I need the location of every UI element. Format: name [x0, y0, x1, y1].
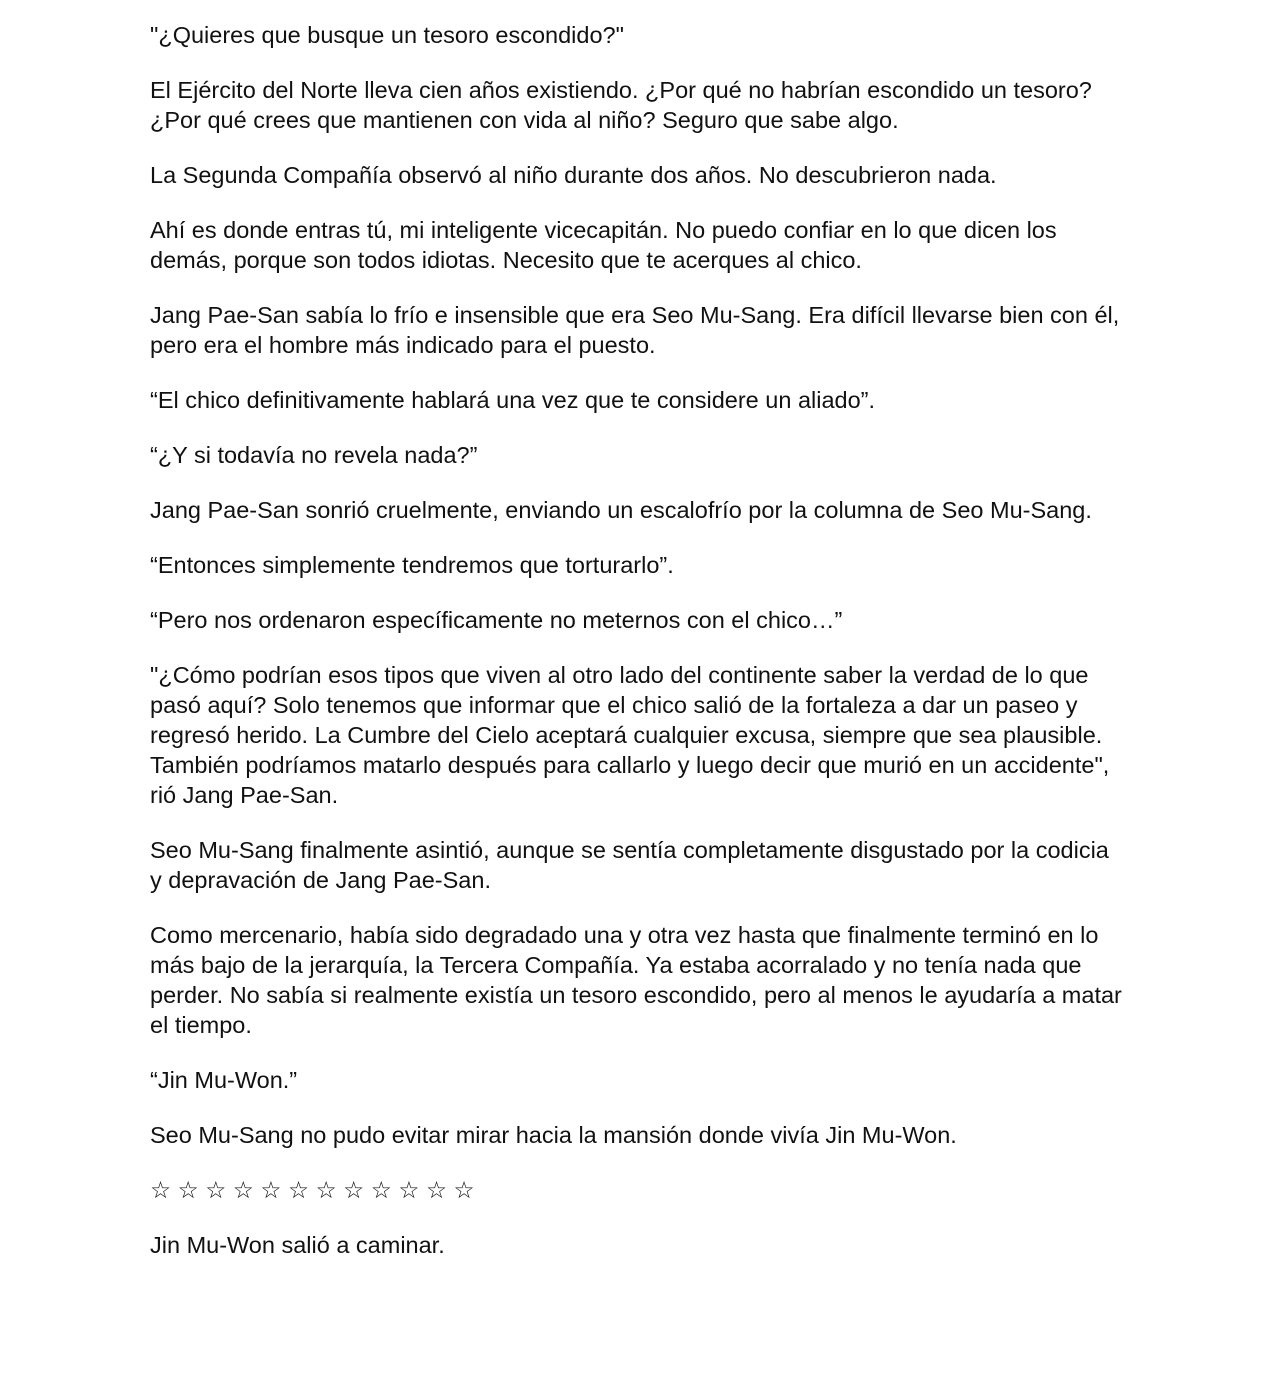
paragraph-13: Como mercenario, había sido degradado una y otra vez hasta que finalmente terminó en lo más bajo de la jerarquía, la Tercera Compañía. Ya estaba acorralado y no tenía nada que perder. No sabía si realmente existía un tesoro escondido, pero al menos le ayudaría a matar el tiempo.	[150, 922, 1122, 1038]
paragraph-10: “Pero nos ordenaron específicamente no meternos con el chico…”	[150, 607, 843, 633]
paragraph-5: Jang Pae-San sabía lo frío e insensible que era Seo Mu-Sang. Era difícil llevarse bien con él, pero era el hombre más indicado para el puesto.	[150, 302, 1120, 358]
paragraph-4: Ahí es donde entras tú, mi inteligente vicecapitán. No puedo confiar en lo que dicen los demás, porque son todos idiotas. Necesito que te acerques al chico.	[150, 217, 1057, 273]
paragraph-9: “Entonces simplemente tendremos que torturarlo”.	[150, 552, 674, 578]
paragraph-7: “¿Y si todavía no revela nada?”	[150, 442, 478, 468]
paragraph-2: El Ejército del Norte lleva cien años existiendo. ¿Por qué no habrían escondido un tesoro? ¿Por qué crees que mantienen con vida al niño? Seguro que sabe algo.	[150, 77, 1092, 133]
paragraph-12: Seo Mu-Sang finalmente asintió, aunque se sentía completamente disgustado por la codicia y depravación de Jang Pae-San.	[150, 837, 1109, 893]
paragraph-14: “Jin Mu-Won.”	[150, 1067, 298, 1093]
paragraph-6: “El chico definitivamente hablará una vez que te considere un aliado”.	[150, 387, 876, 413]
document-page	[150, 20, 1125, 1285]
paragraph-8: Jang Pae-San sonrió cruelmente, enviando un escalofrío por la columna de Seo Mu-Sang.	[150, 497, 1092, 523]
paragraph-1: "¿Quieres que busque un tesoro escondido?"	[150, 22, 624, 48]
paragraph-11: "¿Cómo podrían esos tipos que viven al otro lado del continente saber la verdad de lo que pasó aquí? Solo tenemos que informar que el chico salió de la fortaleza a dar un paseo y regresó herido. La Cumbre del Cielo aceptará cualquier excusa, siempre que sea plausible. También podríamos matarlo después para callarlo y luego decir que murió en un accidente", rió Jang Pae-San.	[150, 662, 1110, 808]
paragraph-3: La Segunda Compañía observó al niño durante dos años. No descubrieron nada.	[150, 162, 997, 188]
scene-separator: ☆ ☆ ☆ ☆ ☆ ☆ ☆ ☆ ☆ ☆ ☆ ☆	[150, 1177, 475, 1203]
paragraph-16: Jin Mu-Won salió a caminar.	[150, 1232, 445, 1258]
paragraph-15: Seo Mu-Sang no pudo evitar mirar hacia la mansión donde vivía Jin Mu-Won.	[150, 1122, 957, 1148]
